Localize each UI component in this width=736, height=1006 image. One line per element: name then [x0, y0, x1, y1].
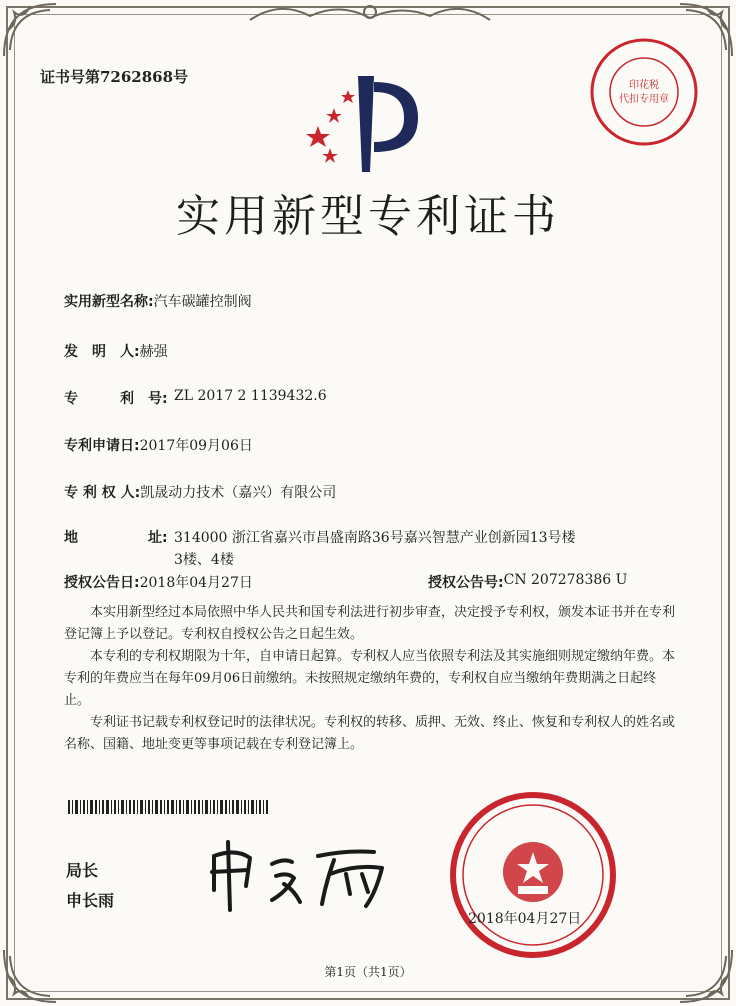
body-paragraph-3: 专利证书记载专利权登记时的法律状况。专利权的转移、质押、无效、终止、恢复和专利权人的姓名或名称、国籍、地址变更等事项记载在专利登记簿上。	[64, 715, 676, 752]
top-border-ornament	[240, 0, 500, 26]
field-label-grant-date: 授权公告日:	[64, 575, 140, 591]
svg-text:印花税: 印花税	[629, 80, 659, 91]
cnipa-logo-icon	[300, 68, 430, 178]
field-label-patentee: 专 利 权 人:	[64, 485, 141, 501]
body-paragraph-1: 本实用新型经过本局依照中华人民共和国专利法进行初步审查，决定授予专利权，颁发本证书并在专利登记簿上予以登记。专利权自授权公告之日起生效。	[64, 605, 676, 642]
signatory-title: 局长	[66, 861, 99, 880]
field-value-grant-date: 2018年04月27日	[139, 575, 253, 591]
field-value-name: 汽车碳罐控制阀	[153, 294, 252, 310]
field-value-patent-number: ZL 2017 2 1139432.6	[174, 388, 327, 404]
certificate-body-text	[64, 602, 676, 756]
field-value-patentee: 凯晟动力技术（嘉兴）有限公司	[140, 485, 337, 501]
field-label-patent-number: 专 利 号:	[64, 391, 168, 407]
field-row-filing-date	[64, 435, 253, 455]
field-row-address	[64, 527, 579, 571]
field-row-patent-number	[64, 388, 327, 408]
field-label-grant-number: 授权公告号:	[428, 575, 504, 591]
field-value-grant-number: CN 207278386 U	[503, 572, 628, 588]
field-value-inventor: 赫强	[139, 344, 168, 360]
tax-agent-seal-stamp	[588, 36, 700, 148]
field-label-name: 实用新型名称:	[64, 294, 154, 310]
signatory-name: 申长雨	[66, 891, 115, 910]
corner-ornament-top-left	[0, 0, 60, 60]
field-row-name	[64, 291, 252, 311]
cnipa-official-seal-stamp	[448, 790, 618, 960]
field-label-address: 地 址:	[64, 530, 168, 546]
page-number: 第1页（共1页）	[324, 965, 412, 979]
seal-date: 2018年04月27日	[468, 911, 582, 927]
field-label-filing-date: 专利申请日:	[64, 438, 140, 454]
page-title: 实用新型专利证书	[176, 191, 560, 242]
barcode	[68, 800, 268, 814]
field-label-inventor: 发 明 人:	[64, 344, 140, 360]
field-row-inventor	[64, 341, 168, 361]
field-row-patentee	[64, 482, 336, 502]
handwritten-signature	[206, 834, 396, 914]
body-paragraph-2: 本专利的专利权期限为十年，自申请日起算。专利权人应当依照专利法及其实施细则规定缴纳年费。本专利的年费应当在每年09月06日前缴纳。未按照规定缴纳年费的，专利权自应当缴纳年费期满之日起终止。	[64, 649, 676, 708]
certificate-number: 证书号第7262868号	[40, 68, 189, 86]
field-value-filing-date: 2017年09月06日	[139, 438, 253, 454]
field-row-grant-date	[64, 572, 253, 592]
signatory-block	[66, 856, 114, 916]
field-row-grant-number	[428, 572, 627, 592]
field-value-address: 314000 浙江省嘉兴市昌盛南路36号嘉兴智慧产业创新园13号楼3楼、4楼	[174, 530, 576, 568]
svg-text:代扣专用章: 代扣专用章	[619, 94, 669, 105]
